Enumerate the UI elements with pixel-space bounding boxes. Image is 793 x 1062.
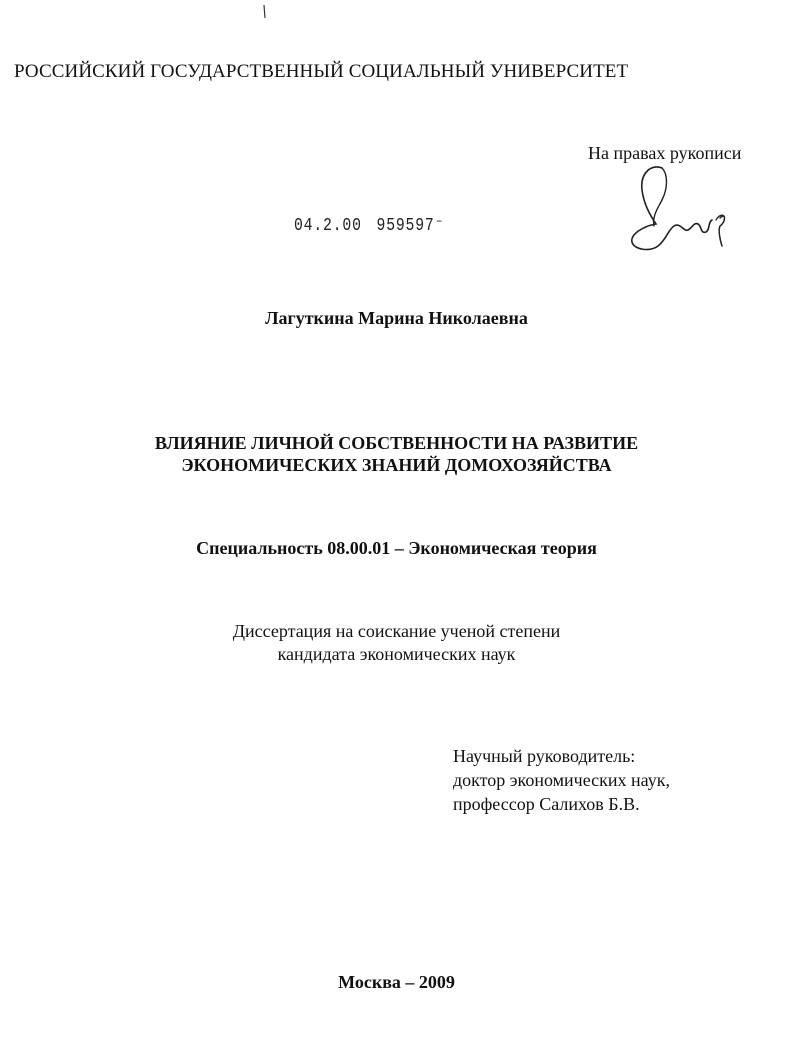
signature-icon [622, 160, 732, 265]
specialty: Специальность 08.00.01 – Экономическая теория [196, 538, 597, 558]
scientific-advisor [453, 744, 670, 816]
stamp-number: 959597 [376, 216, 435, 236]
university-name: РОССИЙСКИЙ ГОСУДАРСТВЕННЫЙ СОЦИАЛЬНЫЙ УНИВЕРСИТЕТ [14, 61, 629, 82]
advisor-line-1: Научный руководитель: [453, 746, 636, 766]
title-line-1: ВЛИЯНИЕ ЛИЧНОЙ СОБСТВЕННОСТИ НА РАЗВИТИЕ [154, 433, 639, 453]
stamp-dash: ⁻ [434, 216, 445, 236]
advisor-line-3: профессор Салихов Б.В. [453, 794, 640, 814]
scan-mark [262, 4, 264, 18]
degree-line-1: Диссертация на соискание ученой степени [232, 621, 561, 641]
advisor-line-2: доктор экономических наук, [453, 770, 670, 790]
archive-stamp [294, 214, 444, 236]
degree-line-2: кандидата экономических наук [277, 644, 516, 664]
stamp-date: 04.2.00 [294, 216, 362, 236]
author-name: Лагуткина Марина Николаевна [265, 308, 528, 328]
dissertation-title [0, 432, 793, 476]
city-year: Москва – 2009 [338, 972, 455, 992]
rights-note: На правах рукописи [588, 143, 742, 163]
degree-statement [0, 620, 793, 666]
title-line-2: ЭКОНОМИЧЕСКИХ ЗНАНИЙ ДОМОХОЗЯЙСТВА [181, 455, 612, 475]
